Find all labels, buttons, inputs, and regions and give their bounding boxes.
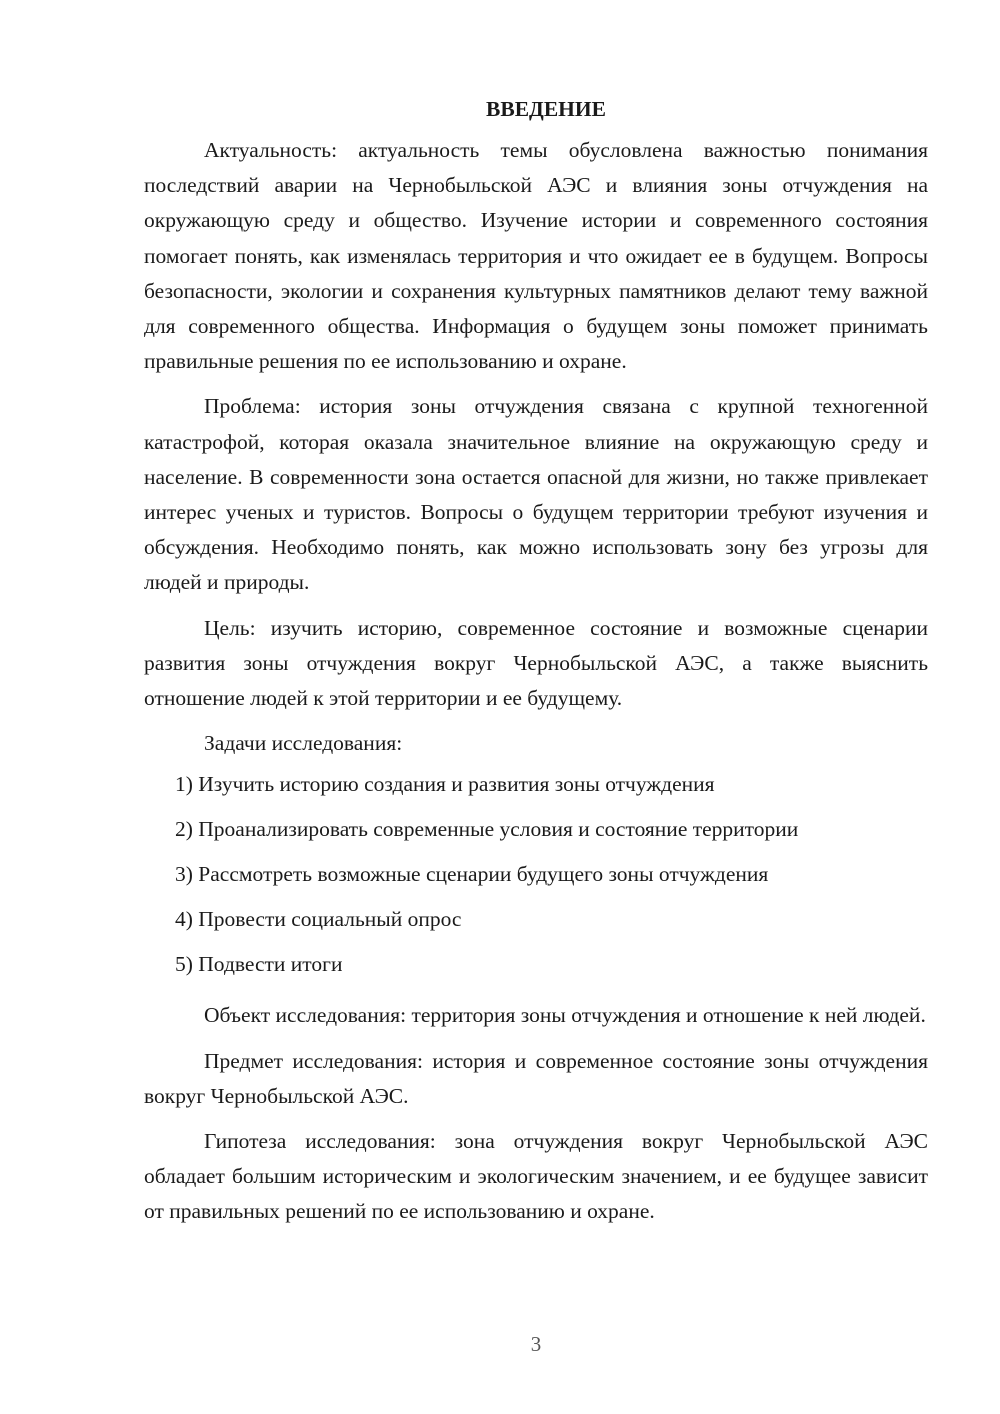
list-item: 5) Подвести итоги (175, 952, 343, 977)
document-page (144, 92, 928, 1240)
page-number: 3 (530, 1332, 542, 1356)
list-item: 2) Проанализировать современные условия и состояние территории (175, 817, 799, 842)
problem-paragraph: Проблема: история зоны отчуждения связана с крупной техногенной катастрофой, которая оказала значительное влияние на окружающую среду и население. В современности зона остается опасной для жизни, но также привлекает интерес ученых и туристов. Вопросы о будущем территории требуют изучения и обсуждения. Необходимо понять, как можно использовать зону без угрозы для людей и природы. (144, 394, 928, 595)
object-paragraph: Объект исследования: территория зоны отчуждения и отношение к ней людей. (204, 1003, 926, 1028)
subject-paragraph: Предмет исследования: история и современное состояние зоны отчуждения вокруг Чернобыльской АЭС. (144, 1048, 928, 1108)
list-item: 3) Рассмотреть возможные сценарии будущего зоны отчуждения (175, 862, 769, 887)
page-title: ВВЕДЕНИЕ (486, 97, 606, 121)
goal-paragraph: Цель: изучить историю, современное состояние и возможные сценарии развития зоны отчуждения вокруг Чернобыльской АЭС, а также выяснить отношение людей к этой территории и ее будущему. (144, 615, 928, 711)
list-item: 1) Изучить историю создания и развития зоны отчуждения (175, 772, 715, 797)
list-item: 4) Провести социальный опрос (175, 907, 462, 932)
tasks-heading: Задачи исследования: (204, 731, 403, 756)
relevance-paragraph: Актуальность: актуальность темы обусловлена важностью понимания последствий аварии на Чернобыльской АЭС и влияния зоны отчуждения на окружающую среду и общество. Изучение истории и современного состояния помогает понять, как изменялась территория и что ожидает ее в будущем. Вопросы безопасности, экологии и сохранения культурных памятников делают тему важной для современного общества. Информация о будущем зоны поможет принимать правильные решения по ее использованию и охране. (144, 138, 928, 374)
hypothesis-paragraph: Гипотеза исследования: зона отчуждения вокруг Чернобыльской АЭС обладает большим историческим и экологическим значением, и ее будущее зависит от правильных решений по ее использованию и охране. (144, 1129, 928, 1224)
tasks-list (144, 767, 928, 992)
